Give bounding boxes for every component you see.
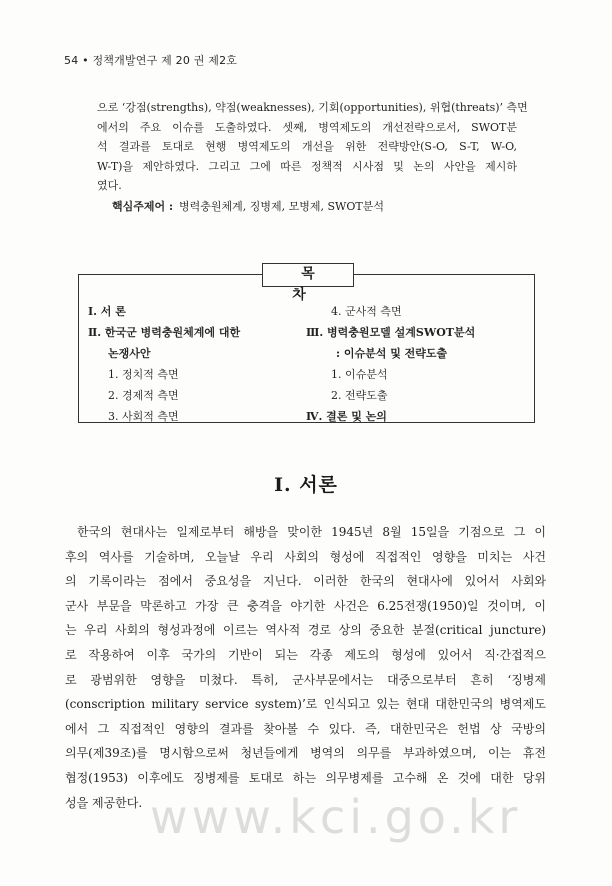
body-paragraph [65,520,546,815]
abstract-line: 에서의 주요 이슈를 도출하였다. 셋째, 병역제도의 개선전략으로서, SWOT분 [97,120,517,134]
watermark: www.kci.go.kr [150,790,522,844]
body-line: 의 기록이라는 점에서 중요성을 지닌다. 이러한 한국의 현대사에 있어서 사회와 [65,574,546,589]
abstract-line: 석 결과를 토대로 현행 병역제도의 개선을 위한 전략방안(S-O, S-T, W-O, [97,140,517,153]
body-line: 로 광범위한 영향을 미쳤다. 특히, 군사부문에서는 대중으로부터 흔히 ‘징병제 [65,672,546,687]
toc-item: 논쟁사안 [108,347,151,360]
body-line: 성을 제공한다. [65,795,143,810]
running-header: 54 • 정책개발연구 제 20 권 제2호 [64,54,238,67]
body-line: 한국의 현대사는 일제로부터 해방을 맞이한 1945년 8월 15일을 기점으로 그 이 [77,525,546,539]
toc-item: 3. 사회적 측면 [108,410,179,423]
abstract-paragraph [97,98,528,196]
toc-item: Ⅳ. 결론 및 논의 [306,410,387,423]
toc-item: 2. 경제적 측면 [108,389,179,402]
toc-item: Ⅲ. 병력충원모델 설계SWOT분석 [306,326,476,339]
body-line: 군사 부문을 막론하고 가장 큰 충격을 야기한 사건은 6.25전쟁(1950)일 것이며, 이 [65,598,546,613]
keywords-value: 병력충원체계, 징병제, 모병제, SWOT분석 [179,200,384,213]
keywords [112,198,384,214]
body-line: 에서 그 직접적인 영향의 결과를 찾아볼 수 있다. 즉, 대한민국은 헌법 상 국방의 [65,721,546,736]
toc-item: 2. 전략도출 [331,389,388,402]
toc-right-column [306,301,526,427]
section-title: I. 서론 [274,474,338,496]
toc-item: 1. 정치적 측면 [108,368,179,381]
toc-item: 4. 군사적 측면 [331,305,402,318]
toc-item: 1. 이슈분석 [331,368,388,381]
abstract-line: 으로 ‘강점(strengths), 약점(weaknesses), 기회(opportunities), 위협(threats)’ 측면 [97,101,528,114]
body-line: 후의 역사를 기술하며, 오늘날 우리 사회의 형성에 직접적인 영향을 미치는 사건 [65,549,546,564]
body-line: 협정(1953) 이후에도 징병제를 토대로 하는 의무병제를 고수해 온 것에 대한 당위 [65,770,546,785]
body-line: (conscription military service system)’로 인식되고 있는 현대 대한민국의 병역제도 [65,697,546,712]
abstract-line: W-T)을 제안하였다. 그리고 그에 따른 정책적 시사점 및 논의 사안을 제시하 [97,159,517,173]
body-line: 는 우리 사회의 형성과정에 이르는 역사적 경로 상의 중요한 분절(critical juncture) [65,623,546,638]
table-of-contents [78,266,535,423]
toc-item: Ⅰ. 서 론 [88,305,126,318]
keywords-label: 핵심주제어 : [112,200,174,213]
toc-left-column [88,301,303,427]
toc-title: 목 차 [262,263,354,287]
body-line: 의무(제39조)를 명시함으로써 청년들에게 병역의 의무를 부과하였으며, 이는 휴전 [65,746,546,761]
abstract-line: 였다. [97,179,122,192]
body-line: 로 작용하여 이후 국가의 기반이 되는 각종 제도의 형성에 있어서 직·간접적으 [65,647,546,662]
toc-item: Ⅱ. 한국군 병력충원체계에 대한 [88,326,241,339]
toc-item: : 이슈분석 및 전략도출 [336,347,448,360]
